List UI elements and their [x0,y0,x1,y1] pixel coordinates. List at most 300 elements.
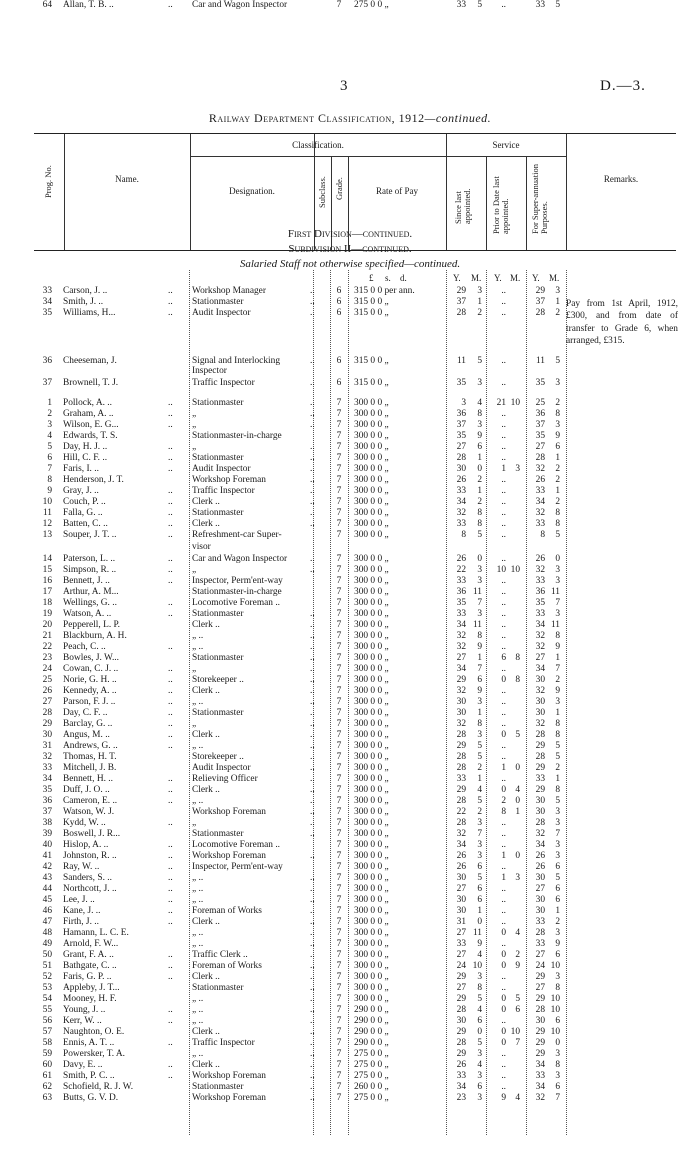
cell-y1: 28 [456,308,466,318]
cell-y3: 33 [535,1071,545,1081]
prog-no-header: Prog. No. [43,165,53,198]
cell-y1: 29 [456,286,466,296]
cell-m1: 6 [477,862,482,872]
cell-desig: Locomotive Foreman .. [192,840,281,850]
cell-name: Mooney, H. F. [63,994,117,1004]
cell-pay: 300 0 0 „ [354,829,389,839]
cell-m1: 6 [477,1016,482,1026]
cell-d1: .. [168,972,173,982]
cell-m1: 5 [477,0,482,10]
cell-num: 8 [47,475,52,485]
cell-desig: Clerk .. [192,730,220,740]
cell-pay: 315 0 0 „ [354,378,389,388]
name-header: Name. [115,174,139,184]
title-continued: —continued. [424,111,492,125]
cell-m1: 0 [477,917,482,927]
cell-grade: 7 [336,1082,342,1092]
cell-y3: 35 [535,378,545,388]
cell-grade: 7 [336,983,342,993]
cell-m1: 3 [477,972,482,982]
cell-y2: 0 [501,730,506,740]
cell-d2: .. [310,508,315,518]
cell-pay: 300 0 0 „ [354,873,389,883]
cell-y3: 29 [535,1049,545,1059]
cell-pay: 300 0 0 „ [354,486,389,496]
cell-m3: 1 [555,708,560,718]
cell-name: Falla, G. .. [63,508,103,518]
cell-y3: 11 [535,356,545,366]
cell-name: Williams, H... [63,308,116,318]
cell-pay: 300 0 0 „ [354,972,389,982]
cell-grade: 7 [336,1093,342,1103]
cell-num: 32 [42,752,52,762]
cell-num: 6 [47,453,52,463]
cell-num: 31 [42,741,52,751]
cell-name: Naughton, O. E. [63,1027,125,1037]
classification-header: Classification. [292,140,344,150]
cell-y3: 27 [535,442,545,452]
cell-desig: „ .. [192,1016,204,1026]
cell-y3: 29 [535,994,545,1004]
cell-y3: 8 [540,530,545,540]
cell-name: Pepperell, L. P. [63,620,121,630]
cell-y1: 8 [461,530,466,540]
cell-d2: .. [310,420,315,430]
cell-m2: 9 [515,961,520,971]
cell-m3: 7 [555,829,560,839]
cell-d2: .. [310,818,315,828]
cell-m3: 9 [555,939,560,949]
page-number: 3 [340,78,348,94]
cell-m3: 3 [555,972,560,982]
cell-y3: 34 [535,1082,545,1092]
cell-m1: 0 [477,464,482,474]
cell-y2: .. [501,1060,506,1070]
cell-num: 45 [42,895,52,905]
cell-m3: 6 [555,862,560,872]
cell-d2: .. [310,356,315,366]
cell-m1: 3 [477,1049,482,1059]
cell-pay: 300 0 0 „ [354,994,389,1004]
cell-m3: 8 [555,508,560,518]
cell-d1: .. [168,1016,173,1026]
since-last-header: Since last appointed. [453,188,472,224]
cell-m3: 9 [555,686,560,696]
cell-y2: .. [501,587,506,597]
cell-y3: 35 [535,598,545,608]
cell-pay: 260 0 0 „ [354,1082,389,1092]
cell-d2: .. [310,983,315,993]
cell-d1: .. [168,818,173,828]
cell-y3: 33 [535,917,545,927]
cell-m2: 10 [510,565,520,575]
cell-pay: 300 0 0 „ [354,774,389,784]
cell-d1: .. [168,442,173,452]
cell-y1: 33 [456,0,466,10]
cell-d1: .. [168,697,173,707]
cell-d1: .. [168,0,173,10]
cell-name: Arnold, F. W... [63,939,119,949]
cell-d1: .. [168,453,173,463]
cell-name: Bowles, J. W... [63,653,119,663]
cell-m1: 3 [477,730,482,740]
cell-desig: Stationmaster [192,453,244,463]
cell-d2: .. [310,884,315,894]
cell-y1: 32 [456,686,466,696]
cell-desig: „ .. [192,642,204,652]
cell-name: Bennett, J. .. [63,576,110,586]
cell-m1: 3 [477,1071,482,1081]
cell-desig: Workshop Foreman [192,475,266,485]
cell-m3: 1 [555,297,560,307]
cell-name: Paterson, L. .. [63,554,116,564]
cell-d2: .. [310,675,315,685]
cell-y1: 26 [456,862,466,872]
cell-num: 46 [42,906,52,916]
cell-y1: 29 [456,972,466,982]
cell-num: 60 [42,1060,52,1070]
cell-y1: 28 [456,730,466,740]
cell-grade: 7 [336,464,342,474]
cell-d2: .. [310,1005,315,1015]
cell-y1: 27 [456,653,466,663]
page-reference: D.—3. [600,78,646,94]
cell-y1: 29 [456,1049,466,1059]
cell-d1: .. [168,686,173,696]
cell-m3: 6 [555,442,560,452]
cell-d1: .. [168,719,173,729]
cell-pay: 300 0 0 „ [354,620,389,630]
cell-m3: 7 [555,664,560,674]
cell-m1: 1 [477,486,482,496]
cell-desig: Stationmaster [192,609,244,619]
cell-grade: 7 [336,1016,342,1026]
cell-name: Parson, F. J. .. [63,697,116,707]
cell-y1: 30 [456,1016,466,1026]
cell-name: Ray, W. .. [63,862,100,872]
cell-grade: 7 [336,862,342,872]
unit-years-1: Y. [453,273,461,283]
cell-num: 4 [47,431,52,441]
cell-d1: .. [168,508,173,518]
cell-y3: 32 [535,1093,545,1103]
cell-y3: 30 [535,675,545,685]
cell-m3: 10 [550,994,560,1004]
cell-grade: 7 [336,719,342,729]
cell-d2: .. [310,939,315,949]
cell-d1: .. [168,961,173,971]
cell-y1: 37 [456,420,466,430]
cell-y1: 32 [456,631,466,641]
cell-y3: 26 [535,851,545,861]
cell-m1: 5 [477,752,482,762]
cell-name: Cowan, C. J. .. [63,664,119,674]
cell-num: 24 [42,664,52,674]
cell-y2: 0 [501,675,506,685]
cell-y1: 27 [456,884,466,894]
cell-pay: 300 0 0 „ [354,862,389,872]
cell-y3: 29 [535,1027,545,1037]
cell-y3: 30 [535,697,545,707]
cell-pay: 300 0 0 „ [354,587,389,597]
cell-d2: .. [310,686,315,696]
cell-grade: 7 [336,642,342,652]
cell-grade: 7 [336,565,342,575]
cell-y1: 34 [456,620,466,630]
cell-m1: 4 [477,1005,482,1015]
cell-desig: Workshop Foreman [192,1071,266,1081]
cell-grade: 7 [336,1005,342,1015]
cell-grade: 6 [336,378,342,388]
cell-d2: .. [310,519,315,529]
cell-y1: 3 [461,398,466,408]
cell-m3: 1 [555,486,560,496]
cell-pay: 300 0 0 „ [354,675,389,685]
cell-m3: 8 [555,1060,560,1070]
cell-desig: Refreshment-car Super- [192,530,282,540]
cell-name: Pollock, A. .. [63,398,112,408]
cell-desig: „ .. [192,873,204,883]
cell-m3: 3 [555,851,560,861]
cell-y2: 0 [501,1005,506,1015]
cell-m1: 3 [477,697,482,707]
cell-m3: 3 [555,1049,560,1059]
cell-desig: Traffic Inspector [192,486,255,496]
cell-name: Angus, M. .. [63,730,110,740]
cell-y1: 30 [456,906,466,916]
cell-desig: Workshop Foreman [192,851,266,861]
cell-y2: .. [501,708,506,718]
cell-desig: Relieving Officer [192,774,258,784]
cell-num: 62 [42,1082,52,1092]
cell-m3: 5 [555,873,560,883]
cell-desig: Stationmaster [192,508,244,518]
cell-d2: .. [310,1049,315,1059]
cell-grade: 7 [336,598,342,608]
cell-y3: 27 [535,653,545,663]
cell-y2: .. [501,895,506,905]
cell-name: Cheeseman, J. [63,356,117,366]
cell-name: Henderson, J. T. [63,475,124,485]
cell-d2: .. [310,653,315,663]
cell-m2: 5 [515,994,520,1004]
cell-y2: 6 [501,653,506,663]
cell-name: Day, H. J. .. [63,442,108,452]
cell-m3: 5 [555,796,560,806]
cell-num: 25 [42,675,52,685]
cell-desig: Workshop Foreman [192,807,266,817]
cell-y3: 27 [535,950,545,960]
cell-num: 11 [42,508,52,518]
cell-y3: 25 [535,398,545,408]
cell-name: Souper, J. T. .. [63,530,117,540]
cell-pay: 300 0 0 „ [354,686,389,696]
cell-y1: 34 [456,497,466,507]
cell-y1: 11 [456,356,466,366]
cell-name: Day, C. F. .. [63,708,108,718]
cell-grade: 6 [336,286,342,296]
cell-y2: .. [501,752,506,762]
cell-name: Andrews, G. .. [63,741,118,751]
cell-m3: 3 [555,286,560,296]
cell-num: 59 [42,1049,52,1059]
cell-grade: 7 [336,1049,342,1059]
cell-d2: .. [310,719,315,729]
cell-grade: 7 [336,675,342,685]
cell-m1: 5 [477,1038,482,1048]
cell-grade: 7 [336,961,342,971]
cell-m3: 8 [555,983,560,993]
cell-y2: .. [501,686,506,696]
cell-y3: 37 [535,297,545,307]
cell-m2: 6 [515,1005,520,1015]
cell-grade: 7 [336,917,342,927]
cell-y2: 0 [501,785,506,795]
cell-y2: .. [501,598,506,608]
cell-m1: 7 [477,598,482,608]
cell-pay: 300 0 0 „ [354,475,389,485]
cell-pay: 300 0 0 „ [354,565,389,575]
cell-pay: 275 0 0 „ [354,1071,389,1081]
cell-name: Graham, A. .. [63,409,114,419]
cell-num: 53 [42,983,52,993]
cell-y2: .. [501,486,506,496]
cell-y3: 32 [535,464,545,474]
cell-grade: 7 [336,519,342,529]
cell-grade: 7 [336,840,342,850]
cell-grade: 7 [336,486,342,496]
cell-d1: .. [168,554,173,564]
cell-num: 10 [42,497,52,507]
cell-pay: 290 0 0 „ [354,1005,389,1015]
cell-m1: 7 [477,829,482,839]
cell-pay: 315 0 0 „ [354,356,389,366]
cell-name: Hislop, A. .. [63,840,109,850]
cell-d1: .. [168,286,173,296]
cell-pay: 275 0 0 „ [354,1060,389,1070]
cell-grade: 7 [336,950,342,960]
cell-y2: 9 [501,1093,506,1103]
cell-y2: .. [501,939,506,949]
cell-y3: 30 [535,807,545,817]
cell-d1: .. [168,409,173,419]
cell-y2: .. [501,1082,506,1092]
cell-y2: .. [501,442,506,452]
cell-name: Firth, J. .. [63,917,99,927]
cell-name: Hill, C. F. .. [63,453,108,463]
cell-num: 26 [42,686,52,696]
cell-num: 33 [42,286,52,296]
cell-m1: 1 [477,774,482,784]
cell-pay: 275 0 0 „ [354,1049,389,1059]
cell-grade: 7 [336,774,342,784]
cell-name: Grant, F. A. .. [63,950,114,960]
cell-name: Wilson, E. G... [63,420,119,430]
cell-m3: 3 [555,1071,560,1081]
cell-num: 22 [42,642,52,652]
cell-desig: Workshop Manager [192,286,266,296]
cell-y2: .. [501,972,506,982]
cell-name: Smith, J. .. [63,297,104,307]
cell-m3: 0 [555,1038,560,1048]
cell-grade: 7 [336,609,342,619]
cell-m2: 2 [515,950,520,960]
cell-num: 37 [42,807,52,817]
cell-grade: 7 [336,475,342,485]
cell-name: Kennedy, A. .. [63,686,117,696]
cell-m3: 8 [555,719,560,729]
prior-to-date-header: Prior to Date last appointed. [491,176,510,234]
cell-y2: 8 [501,807,506,817]
cell-y1: 27 [456,950,466,960]
cell-num: 12 [42,519,52,529]
cell-name: Arthur, A. M... [63,587,119,597]
cell-y2: .. [501,409,506,419]
cell-y1: 34 [456,1082,466,1092]
division-title: First Division—continued. [287,228,413,240]
cell-y1: 28 [456,763,466,773]
cell-pay: 300 0 0 „ [354,906,389,916]
cell-grade: 7 [336,431,342,441]
cell-y1: 33 [456,486,466,496]
cell-y3: 24 [535,961,545,971]
cell-d2: .. [310,1071,315,1081]
cell-m1: 1 [477,906,482,916]
cell-y1: 28 [456,1038,466,1048]
cell-d2: .. [310,554,315,564]
cell-m1: 3 [477,609,482,619]
cell-m3: 3 [555,565,560,575]
cell-y3: 32 [535,719,545,729]
cell-desig: „ [192,664,197,674]
cell-desig: „ [192,442,197,452]
cell-d2: .. [310,398,315,408]
cell-y3: 34 [535,664,545,674]
cell-y3: 34 [535,840,545,850]
cell-y2: .. [501,453,506,463]
cell-y1: 28 [456,453,466,463]
cell-y2: 1 [501,464,506,474]
cell-desig: „ [192,409,197,419]
cell-pay: 300 0 0 „ [354,818,389,828]
cell-num: 19 [42,609,52,619]
cell-name: Ennis, A. T. .. [63,1038,115,1048]
cell-m3: 6 [555,1082,560,1092]
cell-name: Northcott, J. .. [63,884,117,894]
cell-d2: .. [310,486,315,496]
cell-desig: Stationmaster [192,297,244,307]
cell-d1: .. [168,576,173,586]
cell-m3: 1 [555,653,560,663]
cell-pay: 290 0 0 „ [354,1038,389,1048]
cell-num: 40 [42,840,52,850]
cell-m1: 3 [477,818,482,828]
cell-m2: 10 [510,398,520,408]
cell-m2: 1 [515,807,520,817]
cell-y1: 23 [456,1093,466,1103]
cell-name: Schofield, R. J. W. [63,1082,134,1092]
cell-num: 14 [42,554,52,564]
cell-m3: 2 [555,763,560,773]
cell-m1: 8 [477,409,482,419]
cell-desig: Traffic Inspector [192,1038,255,1048]
cell-m2: 3 [515,873,520,883]
cell-d2: .. [310,763,315,773]
cell-name: Bathgate, C. .. [63,961,117,971]
cell-m1: 2 [477,763,482,773]
cell-y2: .. [501,829,506,839]
cell-y1: 33 [456,1071,466,1081]
